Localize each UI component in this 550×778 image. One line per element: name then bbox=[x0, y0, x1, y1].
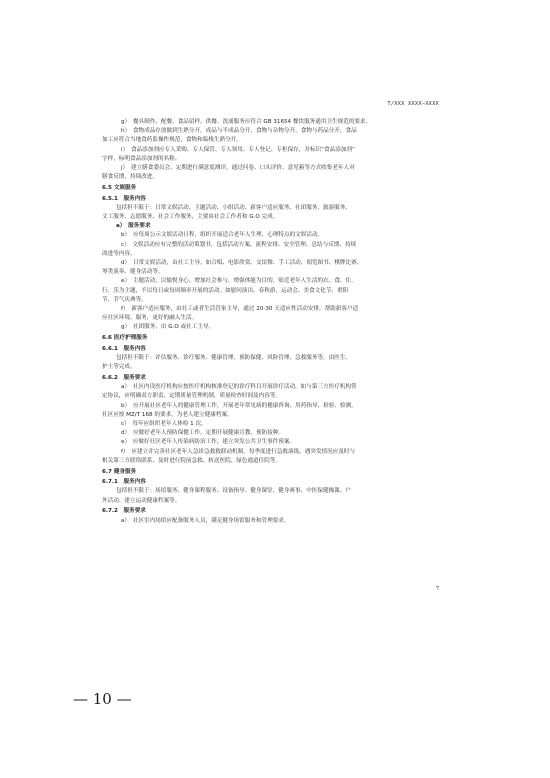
list-item-continuation: 膳食反馈，持续改进。 bbox=[102, 174, 158, 181]
section-heading: 6.6 医疗护理服务 bbox=[102, 335, 148, 342]
list-item: e） 应做好社区老年人传染病防治工作，建立突发公共卫生事件预案。 bbox=[121, 439, 296, 446]
list-item: a） 社区内设医疗机构应按医疗机构核准登记的诊疗科目开展诊疗活动，如与第三方医疗机构签 bbox=[121, 384, 357, 391]
paragraph-line: 外活动、建立运动健康档案等。 bbox=[102, 497, 181, 504]
subsection-heading: 6.5.1 服务内容 bbox=[102, 195, 146, 202]
list-item: g） 餐具制作、配餐、食品留样、供餐、洗涌服务应符合 GB 31654 餐饮服务通用卫生规范的要求。 bbox=[121, 119, 372, 125]
subsection-heading: 6.7.2 服务要求 bbox=[102, 508, 146, 515]
list-item: f） 应建立并完善社区老年人急诊急救救联动机制，每季度进行急救演练，遇突发情况应及时与 bbox=[121, 448, 356, 455]
list-item: b） 应每周公示文娱活动日程，组织开展适合老年人生理、心理特点的文娱活动。 bbox=[121, 232, 324, 239]
list-item: h） 食物成品存放做到生熟分开，成品与半成品分开，食物与杂物分开，食物与药品分开，食品 bbox=[121, 128, 357, 135]
paragraph-line: 包括但不限于：评估服务、诊疗服务、健康管理、预防保健、风险管理、急救服务等，由医生、 bbox=[116, 355, 351, 362]
paragraph-line: 包括但不限于：日常文娱活动、主题活动、小组活动、新客户适应服务、社团服务、旅游服务、 bbox=[116, 204, 351, 211]
subsection-heading: 6.6.1 服务内容 bbox=[102, 345, 146, 352]
list-item-continuation: 字样，标明食品添加剂的名称。 bbox=[102, 155, 181, 162]
list-item: d） 日常文娱活动，由社工主导，如合唱、电影欣赏、交谊舞、手工活动、阅览图书、棋牌比赛、 bbox=[121, 260, 363, 267]
list-item: j） 建立膳食委员会，定期进行满意度测评，通过问卷、口头评价、意见箱等方式收集老年人对 bbox=[121, 165, 355, 172]
folio-number: 7 bbox=[435, 586, 439, 592]
list-item-continuation: 定协议，应明确双方职责，定期质量管理机制，质量检查时间及内容等。 bbox=[102, 393, 282, 400]
paragraph-line: 文工服务、志愿服务、社会工作服务，主要由社会工作者和 G.O 完成。 bbox=[102, 214, 279, 221]
list-item-continuation: 相关第三方联络联系，及时进行院前急救、转送医院、绿色通道住院等。 bbox=[102, 457, 282, 464]
paragraph-line: 包括但不限于：场馆服务、健身课程服务、设备指导、健身课堂、健身赛事、中医保健操课、户 bbox=[116, 488, 351, 495]
subsection-heading: a） 服务要求 bbox=[116, 223, 151, 230]
section-heading: 6.5 文娱服务 bbox=[102, 184, 137, 191]
section-heading: 6.7 健身服务 bbox=[102, 468, 137, 475]
list-item: c） 文娱活动应有完整的活动策划书，包括活动方案、流程安排、安全管理、总结与反馈、持续 bbox=[121, 241, 357, 248]
page-number: — 10 — bbox=[73, 690, 132, 708]
list-item: i） 食品添加剂应专人采购、专人保管、专人领用、专人登记、专柜保存，并标识“食品添加剂” bbox=[121, 146, 355, 153]
list-item: c） 每年应组织老年人体检 1 次。 bbox=[121, 421, 207, 427]
list-item-continuation: 社区应按 MZ/T 168 的要求，为老人建立健康档案。 bbox=[102, 411, 233, 418]
standard-number: T/XXX XXXX—XXXX bbox=[387, 101, 439, 107]
list-item-continuation: 应社区环境、服务，更好的融入生活。 bbox=[102, 315, 198, 322]
list-item-continuation: 琴类演奏、健身活动等。 bbox=[102, 269, 164, 276]
list-item: b） 应开展社区老年人的健康管理工作，开展老年常见病的健康咨询、用药指导、检验、检测， bbox=[121, 402, 357, 409]
paragraph-line: 护士等完成。 bbox=[102, 364, 136, 371]
list-item: g） 社团服务，由 G.O 或社工主导。 bbox=[121, 324, 215, 331]
list-item: e） 主题活动，以愉悦身心、增加社会参与、增强体能为目的，贴近老年人生活的衣、食、住、 bbox=[121, 278, 357, 285]
list-item-continuation: 节、节气庆典等。 bbox=[102, 296, 147, 303]
subsection-heading: 6.6.2 服务要求 bbox=[102, 374, 146, 381]
list-item: a） 社区室内场馆应配备服务人员，满足健身场馆服务和管理要求。 bbox=[121, 517, 290, 524]
list-item-continuation: 加工应符合当地食药监操作规范，食物和临栈生熟分开。 bbox=[102, 137, 242, 144]
list-item: f） 新客户适应服务，由社工或者生活管家主导，通过 20-30 天适应性活动安排，帮助新客户适 bbox=[121, 306, 359, 313]
list-item: d） 应做好老年人预防保健工作，定期开展健康宣教，预防接种。 bbox=[121, 430, 284, 437]
list-item-continuation: 行、乐为主题，不以每日或每周频率开展的活动。如慰问演出、春秋游、运动会、美食文化节、重阳 bbox=[102, 287, 349, 294]
list-item-continuation: 改进等内容。 bbox=[102, 250, 136, 257]
subsection-heading: 6.7.1 服务内容 bbox=[102, 479, 146, 486]
document-body bbox=[102, 118, 438, 526]
